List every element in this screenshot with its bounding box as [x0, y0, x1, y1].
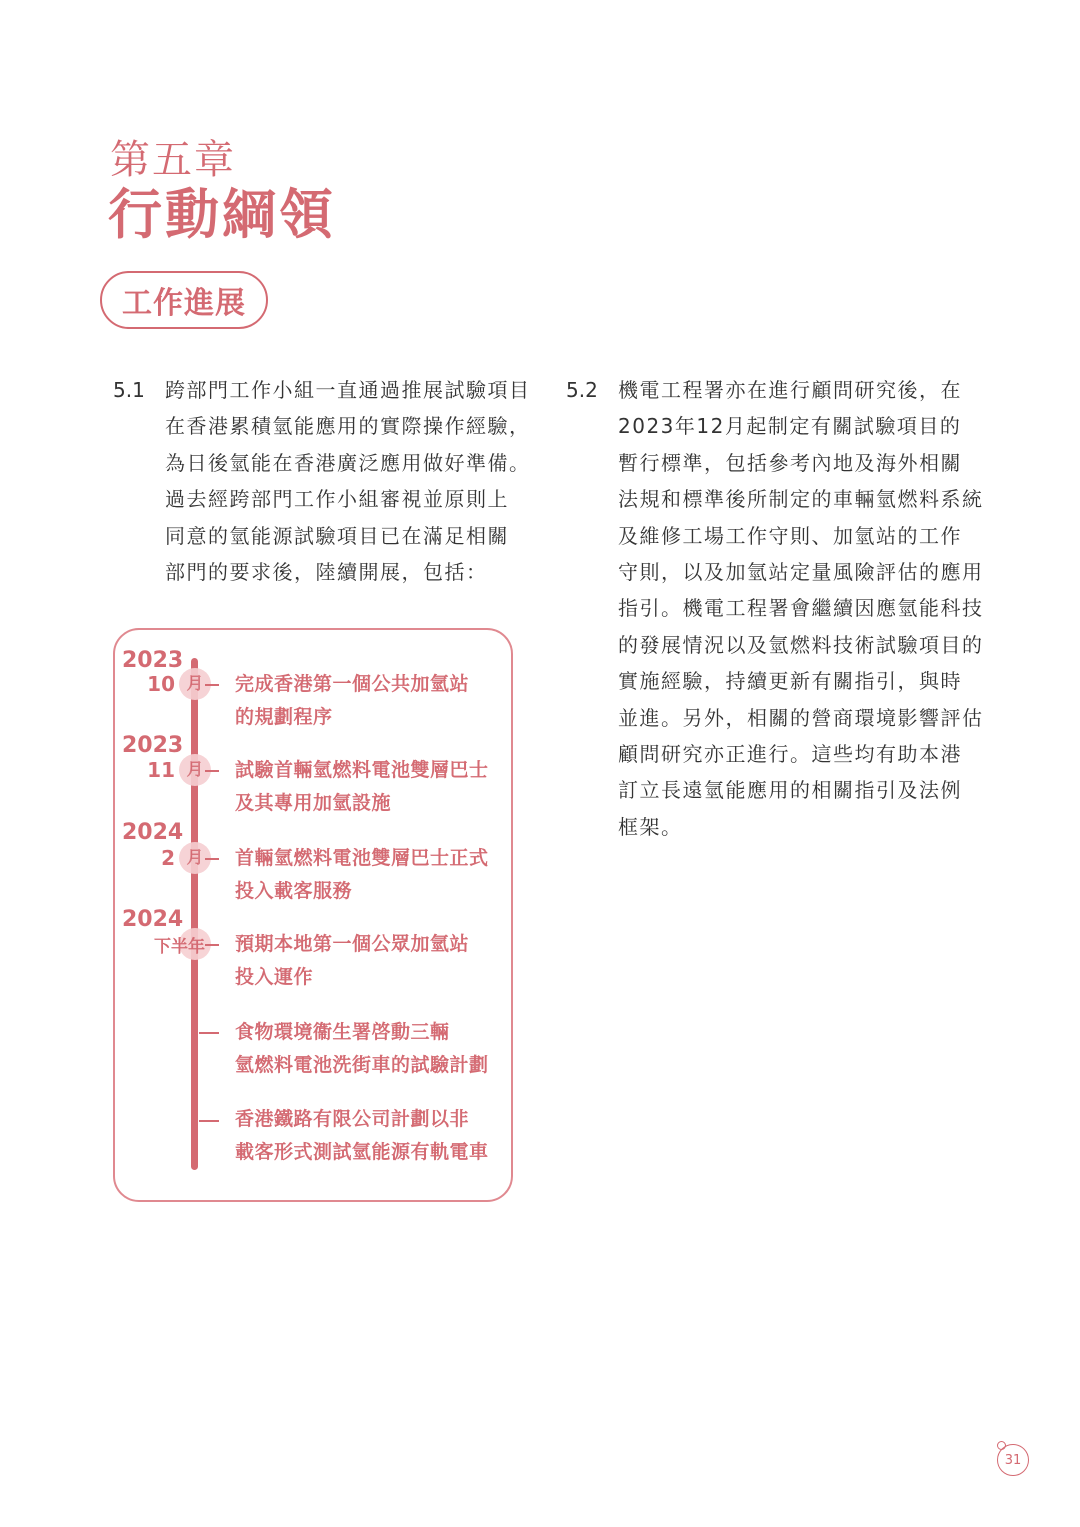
timeline-tick	[199, 1120, 219, 1122]
timeline-event-line: 投入運作	[235, 965, 314, 988]
page-number: 31	[997, 1444, 1029, 1476]
paragraph-line: 部門的要求後，陸續開展，包括：	[165, 560, 488, 585]
paragraph-line: 守則，以及加氫站定量風險評估的應用	[618, 560, 984, 585]
timeline-event-line: 載客形式測試氫能源有軌電車	[235, 1140, 489, 1163]
timeline-axis	[191, 658, 198, 1170]
paragraph-line: 同意的氫能源試驗項目已在滿足相關	[165, 523, 509, 548]
paragraph-line: 法規和標準後所制定的車輛氫燃料系統	[618, 487, 984, 512]
paragraph-line: 顧問研究亦正進行。這些均有助本港	[618, 742, 962, 767]
timeline-month: 11	[147, 758, 175, 782]
timeline-year: 2023	[122, 648, 184, 673]
timeline-month-unit: 月	[186, 674, 204, 694]
paragraph-line: 為日後氫能在香港廣泛應用做好準備。	[165, 450, 531, 475]
paragraph-line: 實施經驗，持續更新有關指引，與時	[618, 669, 962, 694]
chapter-title: 行動綱領	[108, 183, 336, 246]
timeline-year: 2024	[122, 907, 184, 932]
paragraph-line: 過去經跨部門工作小組審視並原則上	[165, 487, 509, 512]
timeline-event-line: 投入載客服務	[235, 879, 353, 902]
section-title: 工作進展	[100, 271, 268, 329]
timeline-month: 10	[147, 672, 175, 696]
timeline-event-line: 預期本地第一個公眾加氫站	[235, 933, 470, 955]
paragraph-line: 框架。	[618, 814, 683, 839]
timeline-event-line: 的規劃程序	[235, 705, 333, 728]
timeline-tick	[205, 684, 219, 686]
paragraph-line: 並進。另外，相關的營商環境影響評估	[618, 705, 984, 730]
paragraph-number: 5.2	[566, 378, 598, 402]
timeline-event-line: 首輛氫燃料電池雙層巴士正式	[235, 847, 489, 869]
timeline-event	[235, 1103, 489, 1168]
timeline-event	[235, 928, 469, 993]
timeline-event	[235, 1016, 489, 1081]
timeline-tick	[205, 770, 219, 772]
timeline-event	[235, 668, 469, 733]
paragraph-line: 跨部門工作小組一直通過推展試驗項目	[165, 378, 531, 402]
paragraph-line: 暫行標準，包括參考內地及海外相關	[618, 450, 962, 475]
timeline-event-line: 完成香港第一個公共加氫站	[235, 673, 470, 695]
timeline-panel	[113, 628, 513, 1202]
timeline-tick	[199, 1032, 219, 1034]
timeline-event	[235, 842, 489, 907]
paragraph-number: 5.1	[113, 378, 145, 402]
timeline-month-unit: 月	[186, 848, 204, 868]
timeline-event-line: 氫燃料電池洗街車的試驗計劃	[235, 1053, 489, 1076]
timeline-month: 2	[161, 846, 175, 870]
timeline-year: 2023	[122, 733, 184, 758]
timeline-event-line: 香港鐵路有限公司計劃以非	[235, 1108, 470, 1130]
paragraph-line: 訂立長遠氫能應用的相關指引及法例	[618, 778, 962, 803]
paragraph-line: 機電工程署亦在進行顧問研究後，在	[618, 378, 962, 402]
paragraph-line: 在香港累積氫能應用的實際操作經驗，	[165, 414, 531, 439]
timeline-year: 2024	[122, 820, 184, 845]
timeline-event-line: 食物環境衞生署啓動三輛	[235, 1021, 450, 1043]
chapter-label: 第五章	[110, 137, 236, 183]
timeline-event	[235, 754, 489, 819]
paragraph-line: 2023年12月起制定有關試驗項目的	[618, 414, 962, 439]
timeline-tick	[205, 944, 219, 946]
timeline-event-line: 試驗首輛氫燃料電池雙層巴士	[235, 759, 489, 781]
timeline-tick	[205, 858, 219, 860]
paragraph-line: 的發展情況以及氫燃料技術試驗項目的	[618, 632, 984, 657]
paragraph-line: 指引。機電工程署會繼續因應氫能科技	[618, 596, 984, 621]
timeline-month-unit: 下半年	[154, 937, 205, 957]
timeline-month-unit: 月	[186, 760, 204, 780]
timeline-event-line: 及其專用加氫設施	[235, 791, 392, 814]
paragraph-line: 及維修工場工作守則、加氫站的工作	[618, 523, 962, 548]
